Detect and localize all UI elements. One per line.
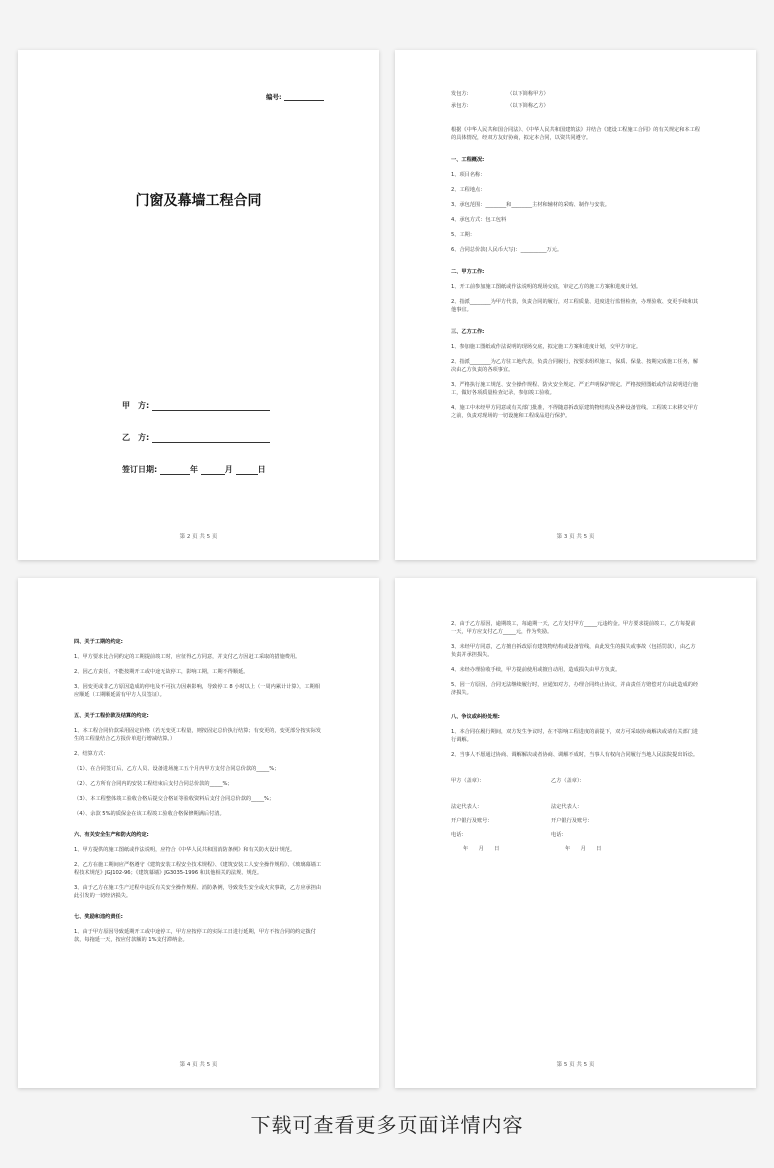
contract-page-3 [395,50,756,560]
party-b-date: 年 月 日 [565,846,602,852]
list-item: 2、工程地点： [451,187,486,193]
party-a-label: 甲 方: [122,401,150,410]
list-item: 1、本工程合同价款采用固定价格（若无变更工程量，则按固定总价执行结算；有变更的，变更部分按实际发生的工程量结合乙方报价单进行增减结算。） [74,728,322,742]
list-item: 3、严格执行施工规范、安全操作规程、防火安全规定、严正声明保护规定。严格按照图纸或作法说明进行施工，做好各项质量检查记录，参加竣工验收。 [451,382,699,396]
stamp-row [451,777,700,785]
list-item: 2、结算方式： [74,751,109,757]
month-blank [201,465,225,475]
page-footer: 第 4 页 共 5 页 [179,1062,218,1068]
contract-number [266,92,324,101]
page-body [451,620,700,853]
list-item: 2、指派________为乙方驻工地代表，负责合同履行，按要求组织施工，保质、保量、按期完成施工任务，解决由乙方负责的各项事宜。 [451,359,699,373]
list-item: （3）、本工程整体竣工验收合格后提交合格证等验收资料后支付合同总价款的_____%； [74,796,275,802]
page-footer: 第 3 页 共 5 页 [556,534,595,540]
day-label: 日 [257,465,266,474]
list-item: 1、甲方提供的施工图纸或作法说明，应符合《中华人民共和国消防条例》和有关防火设计规范。 [74,847,296,853]
list-item: 1、甲方要求比合同约定的工期提前竣工时，应征得乙方同意，并支付乙方因赶工采取的措施费用。 [74,654,301,660]
page-body [74,634,323,951]
download-caption: 下载可查看更多页面详情内容 [250,1113,524,1137]
list-item: 1、参加施工图纸或作法说明的现场交底，拟定施工方案和进度计划，交甲方审定。 [451,344,642,350]
list-item: （2）、乙方所有合同内的安装工程结束后支付合同总价款的_____%； [74,781,233,787]
section-heading: 一、工程概况: [451,157,485,163]
list-item: 2、因乙方责任，不能按期开工或中途无故停工，影响工期，工期不得顺延。 [74,669,249,675]
section-heading: 三、乙方工作: [451,329,485,335]
year-label: 年 [190,465,198,474]
list-item: 3、承包范围：________和________主材和辅材的采购、制作与安装。 [451,202,610,208]
party-a-blank [152,401,270,411]
text-line: 发包方: （以下简称甲方） [451,91,549,97]
sign-date-line [122,464,266,475]
list-item: 4、承包方式：包工包料 [451,217,507,223]
month-label: 月 [224,465,233,474]
party-b-bank: 开户银行及账号： [551,818,593,824]
list-item: 2、指派________为甲方代表，负责合同的履行，对工程质量、进度进行监督检查，办理验收、变更手续和其他事宜。 [451,299,699,313]
party-a-representative: 法定代表人： [451,804,483,810]
rep-row [451,803,700,811]
page-footer: 第 5 页 共 5 页 [556,1062,595,1068]
list-item: 5、工期： [451,232,476,238]
text-line: 承包方: （以下简称乙方） [451,103,549,109]
contract-page-4 [18,578,379,1088]
contract-number-label: 编号: [266,93,282,101]
page-footer: 第 2 页 共 5 页 [179,534,218,540]
party-b-line [122,432,270,443]
page-body [451,90,700,427]
tel-row [451,831,700,839]
list-item: 4、施工中未经甲方同意或有关部门批准，不得随意拆改原建筑物结构及各种设备管线。工程竣工未移交甲方之前，负责对现场的一切设施和工程成品进行保护。 [451,405,699,419]
party-a-line [122,400,270,411]
sign-date-label: 签订日期: [122,465,158,474]
party-a-stamp: 甲方（盖章）： [451,778,485,784]
party-a-bank: 开户银行及账号： [451,818,493,824]
party-b-tel: 电话： [551,832,567,838]
list-item: 5、因一方原因，合同无法继续履行时，应通知对方，办理合同终止协议，并由责任方赔偿对方由此造成的经济损失。 [451,682,699,696]
list-item: 3、因变更或非乙方原因造成的停电及不可抗力因素影响，导致停工 8 小时以上（一周内累计计算），工期相应顺延（工期顺延需有甲方人员签证）。 [74,684,320,698]
list-item: 2、当事人不愿通过协商、调解解决或者协商、调解不成时，当事人有权向合同履行当地人民法院提出诉讼。 [451,752,699,758]
party-b-label: 乙 方: [122,433,150,442]
list-item: 1、由于甲方原因导致延期开工或中途停工，甲方应按停工的实际工日进行延期，甲方不按合同的约定拨付款，每拖延一天，按应付款额的 1%支付滞纳金。 [74,929,316,943]
list-item: 3、由于乙方在施工生产过程中违反有关安全操作规程、消防条例，导致发生安全或火灾事故，乙方应承担由此引发的一切经济损失。 [74,885,322,899]
contract-cover-page [18,50,379,560]
section-heading: 四、关于工期的约定: [74,639,123,645]
day-blank [236,465,258,475]
party-b-blank [152,433,270,443]
contract-number-blank [284,93,324,101]
section-heading: 六、有关安全生产和防火的约定: [74,832,149,838]
section-heading: 二、甲方工作: [451,269,485,275]
section-heading: 八、争议或纠纷处理: [451,714,500,720]
list-item: 1、项目名称： [451,172,486,178]
section-heading: 五、关于工程价款及结算的约定: [74,713,149,719]
list-item: 1、开工前参加施工图纸或作法说明的现场交底，审定乙方的施工方案和进度计划。 [451,284,642,290]
party-a-date: 年 月 日 [463,846,500,852]
party-a-tel: 电话： [451,832,467,838]
list-item: 6、合同总价款(人民币大写)：__________万元。 [451,247,563,253]
party-b-representative: 法定代表人： [551,804,583,810]
list-item: 1、本合同在履行期间，双方发生争议时，在不影响工程进度的前提下，双方可采取协商解决或请有关部门进行调解。 [451,729,699,743]
list-item: 2、乙方在施工期间应严格遵守《建筑安装工程安全技术规程》、《建筑安装工人安全操作规程》、《玻璃幕墙工程技术规范》JGJ102-96；《建筑幕墙》JG3035-1996 和其他相关的法规、规范。 [74,862,322,876]
list-item: （1）、在合同签订后，乙方人员、设备进场施工五个月内甲方支付合同总价款的_____%； [74,766,280,772]
intro-paragraph: 根据《中华人民共和国合同法》、《中华人民共和国建筑法》并结合《建设工程施工合同》的有关规定和本工程的具体情况，经双方友好协商，拟定本合同，以资共同遵守。 [451,127,700,141]
contract-page-5 [395,578,756,1088]
party-b-stamp: 乙方（盖章）： [551,778,585,784]
list-item: 2、由于乙方原因，逾期竣工，每逾期一天，乙方支付甲方_____元违约金。甲方要求提前竣工，乙方每提前一天，甲方应支付乙方_____元，作为奖励。 [451,621,696,635]
list-item: 3、未经甲方同意，乙方擅自拆改原有建筑物结构或设备管线，由此发生的损失或事故（包括罚款），由乙方负责并承担损失。 [451,644,696,658]
date-row [451,845,700,853]
list-item: 4、未经办理验收手续，甲方提前使用或擅自动用，造成损失由甲方负责。 [451,667,621,673]
list-item: （4）、余款 5%的质保金在该工程竣工验收合格保修期满后付清。 [74,811,225,817]
contract-title: 门窗及幕墙工程合同 [135,193,262,209]
section-heading: 七、奖励和违约责任: [74,914,123,920]
year-blank [160,465,190,475]
bank-row [451,817,700,825]
